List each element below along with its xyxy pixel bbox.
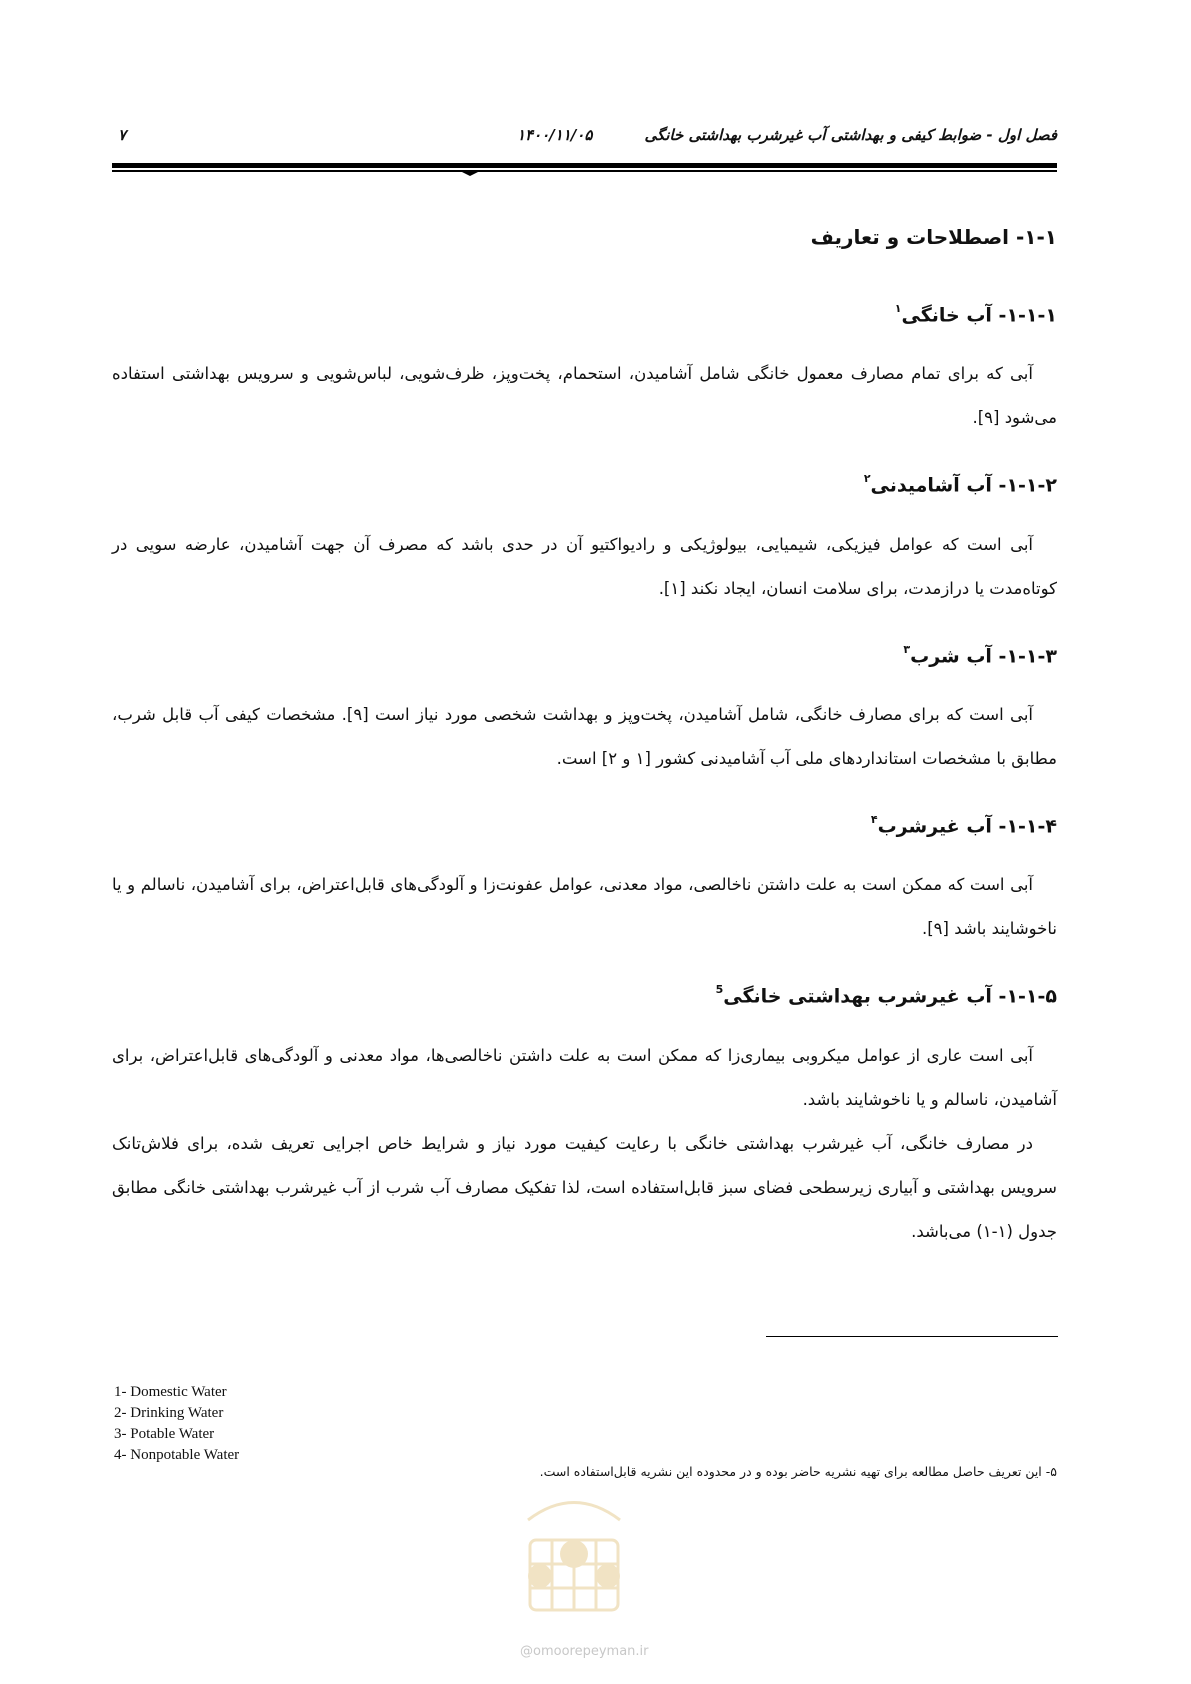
subsection-heading — [112, 296, 1057, 330]
footnote-ref: ۳ — [903, 642, 911, 656]
footnote-ref: ۱ — [894, 302, 902, 315]
header-bar — [112, 126, 1057, 154]
header-rule-thick — [112, 163, 1057, 168]
definition-domestic-water — [112, 296, 1057, 440]
page-number: ۷ — [118, 126, 127, 144]
footnote-persian: ۵- این تعریف حاصل مطالعه برای تهیه نشریه حاضر بوده و در محدوده این نشریه قابل‌استفاده است. — [539, 1464, 1057, 1479]
definition-domestic-nonpotable-water — [112, 977, 1057, 1253]
footnote-item: 4- Nonpotable Water — [114, 1447, 240, 1463]
header-date: ۱۴۰۰/۱۱/۰۵ — [517, 126, 593, 144]
footnote-item: 2- Drinking Water — [114, 1405, 224, 1421]
footnote-ref: ۲ — [863, 472, 871, 486]
footnote-item: 1- Domestic Water — [114, 1384, 227, 1400]
paragraph: آبی است که برای مصارف خانگی، شامل آشامیدن، پخت‌وپز و بهداشت شخصی مورد نیاز است [۹]. مشخصات کیفی آب قابل شرب، مطابق با مشخصات استانداردهای ملی آب آشامیدنی کشور [۱ و ۲] است. — [112, 704, 1057, 768]
header-rule-thin — [112, 170, 1057, 172]
watermark-seal-icon — [508, 1480, 640, 1630]
paragraph: آبی است که ممکن است به علت داشتن ناخالصی، مواد معدنی، عوامل عفونت‌زا و آلودگی‌های قابل‌اعتراض، برای آشامیدن، ناسالم و یا ناخوشایند باشد [۹]. — [112, 875, 1057, 939]
paragraph: آبی است عاری از عوامل میکروبی بیماری‌زا که ممکن است به علت داشتن ناخالصی‌ها، مواد معدنی و آلودگی‌های قابل‌اعتراض، برای آشامیدن، ناسالم و یا ناخوشایند باشد. — [112, 1045, 1057, 1109]
paragraph: آبی است که عوامل فیزیکی، شیمیایی، بیولوژیکی و رادیواکتیو آن در حدی باشد که مصرف آن جهت آشامیدن، عارضه سویی در کوتاه‌مدت یا درازمدت، برای سلامت انسان، ایجاد نکند [۱]. — [112, 534, 1057, 598]
watermark-url: @omoorepeyman.ir — [520, 1644, 649, 1659]
paragraph: در مصارف خانگی، آب غیرشرب بهداشتی خانگی با رعایت کیفیت مورد نیاز و شرایط خاص اجرایی تعریف شده، برای فلاش‌تانک سرویس بهداشتی و آبیاری زیرسطحی فضای سبز قابل‌استفاده است، لذا تفکیک مصارف آب شرب از آب غیرشرب بهداشتی خانگی مطابق جدول (۱-۱) می‌باشد. — [112, 1133, 1057, 1241]
definition-drinking-water — [112, 466, 1057, 610]
definition-potable-water — [112, 637, 1057, 781]
subsection-title: ۱-۱-۲- آب آشامیدنی — [870, 474, 1057, 497]
document-body — [112, 222, 1057, 1254]
subsection-heading — [112, 977, 1057, 1011]
footnote-ref: 5 — [715, 983, 724, 997]
watermark-logo — [508, 1480, 640, 1630]
definition-nonpotable-water — [112, 807, 1057, 951]
footnote-ref: ۴ — [870, 812, 878, 826]
footnote-separator — [766, 1336, 1058, 1337]
paragraph: آبی که برای تمام مصارف معمول خانگی شامل آشامیدن، استحمام، پخت‌وپز، ظرف‌شویی، لباس‌شویی و سرویس بهداشتی استفاده می‌شود [۹]. — [112, 364, 1057, 428]
subsection-heading — [112, 637, 1057, 671]
subsection-title: ۱-۱-۱- آب خانگی — [901, 304, 1057, 327]
subsection-title: ۱-۱-۴- آب غیرشرب — [877, 815, 1057, 838]
header-title: فصل اول - ضوابط کیفی و بهداشتی آب غیرشرب بهداشتی خانگی — [644, 126, 1057, 144]
footnotes-english — [114, 1382, 239, 1466]
subsection-title: ۱-۱-۵- آب غیرشرب بهداشتی خانگی — [723, 985, 1057, 1008]
subsection-heading — [112, 466, 1057, 500]
subsection-title: ۱-۱-۳- آب شرب — [910, 644, 1057, 667]
header-rule-notch — [458, 170, 482, 176]
section-heading: ۱-۱- اصطلاحات و تعاریف — [810, 225, 1057, 249]
subsection-heading — [112, 807, 1057, 841]
footnote-item: 3- Potable Water — [114, 1426, 215, 1442]
